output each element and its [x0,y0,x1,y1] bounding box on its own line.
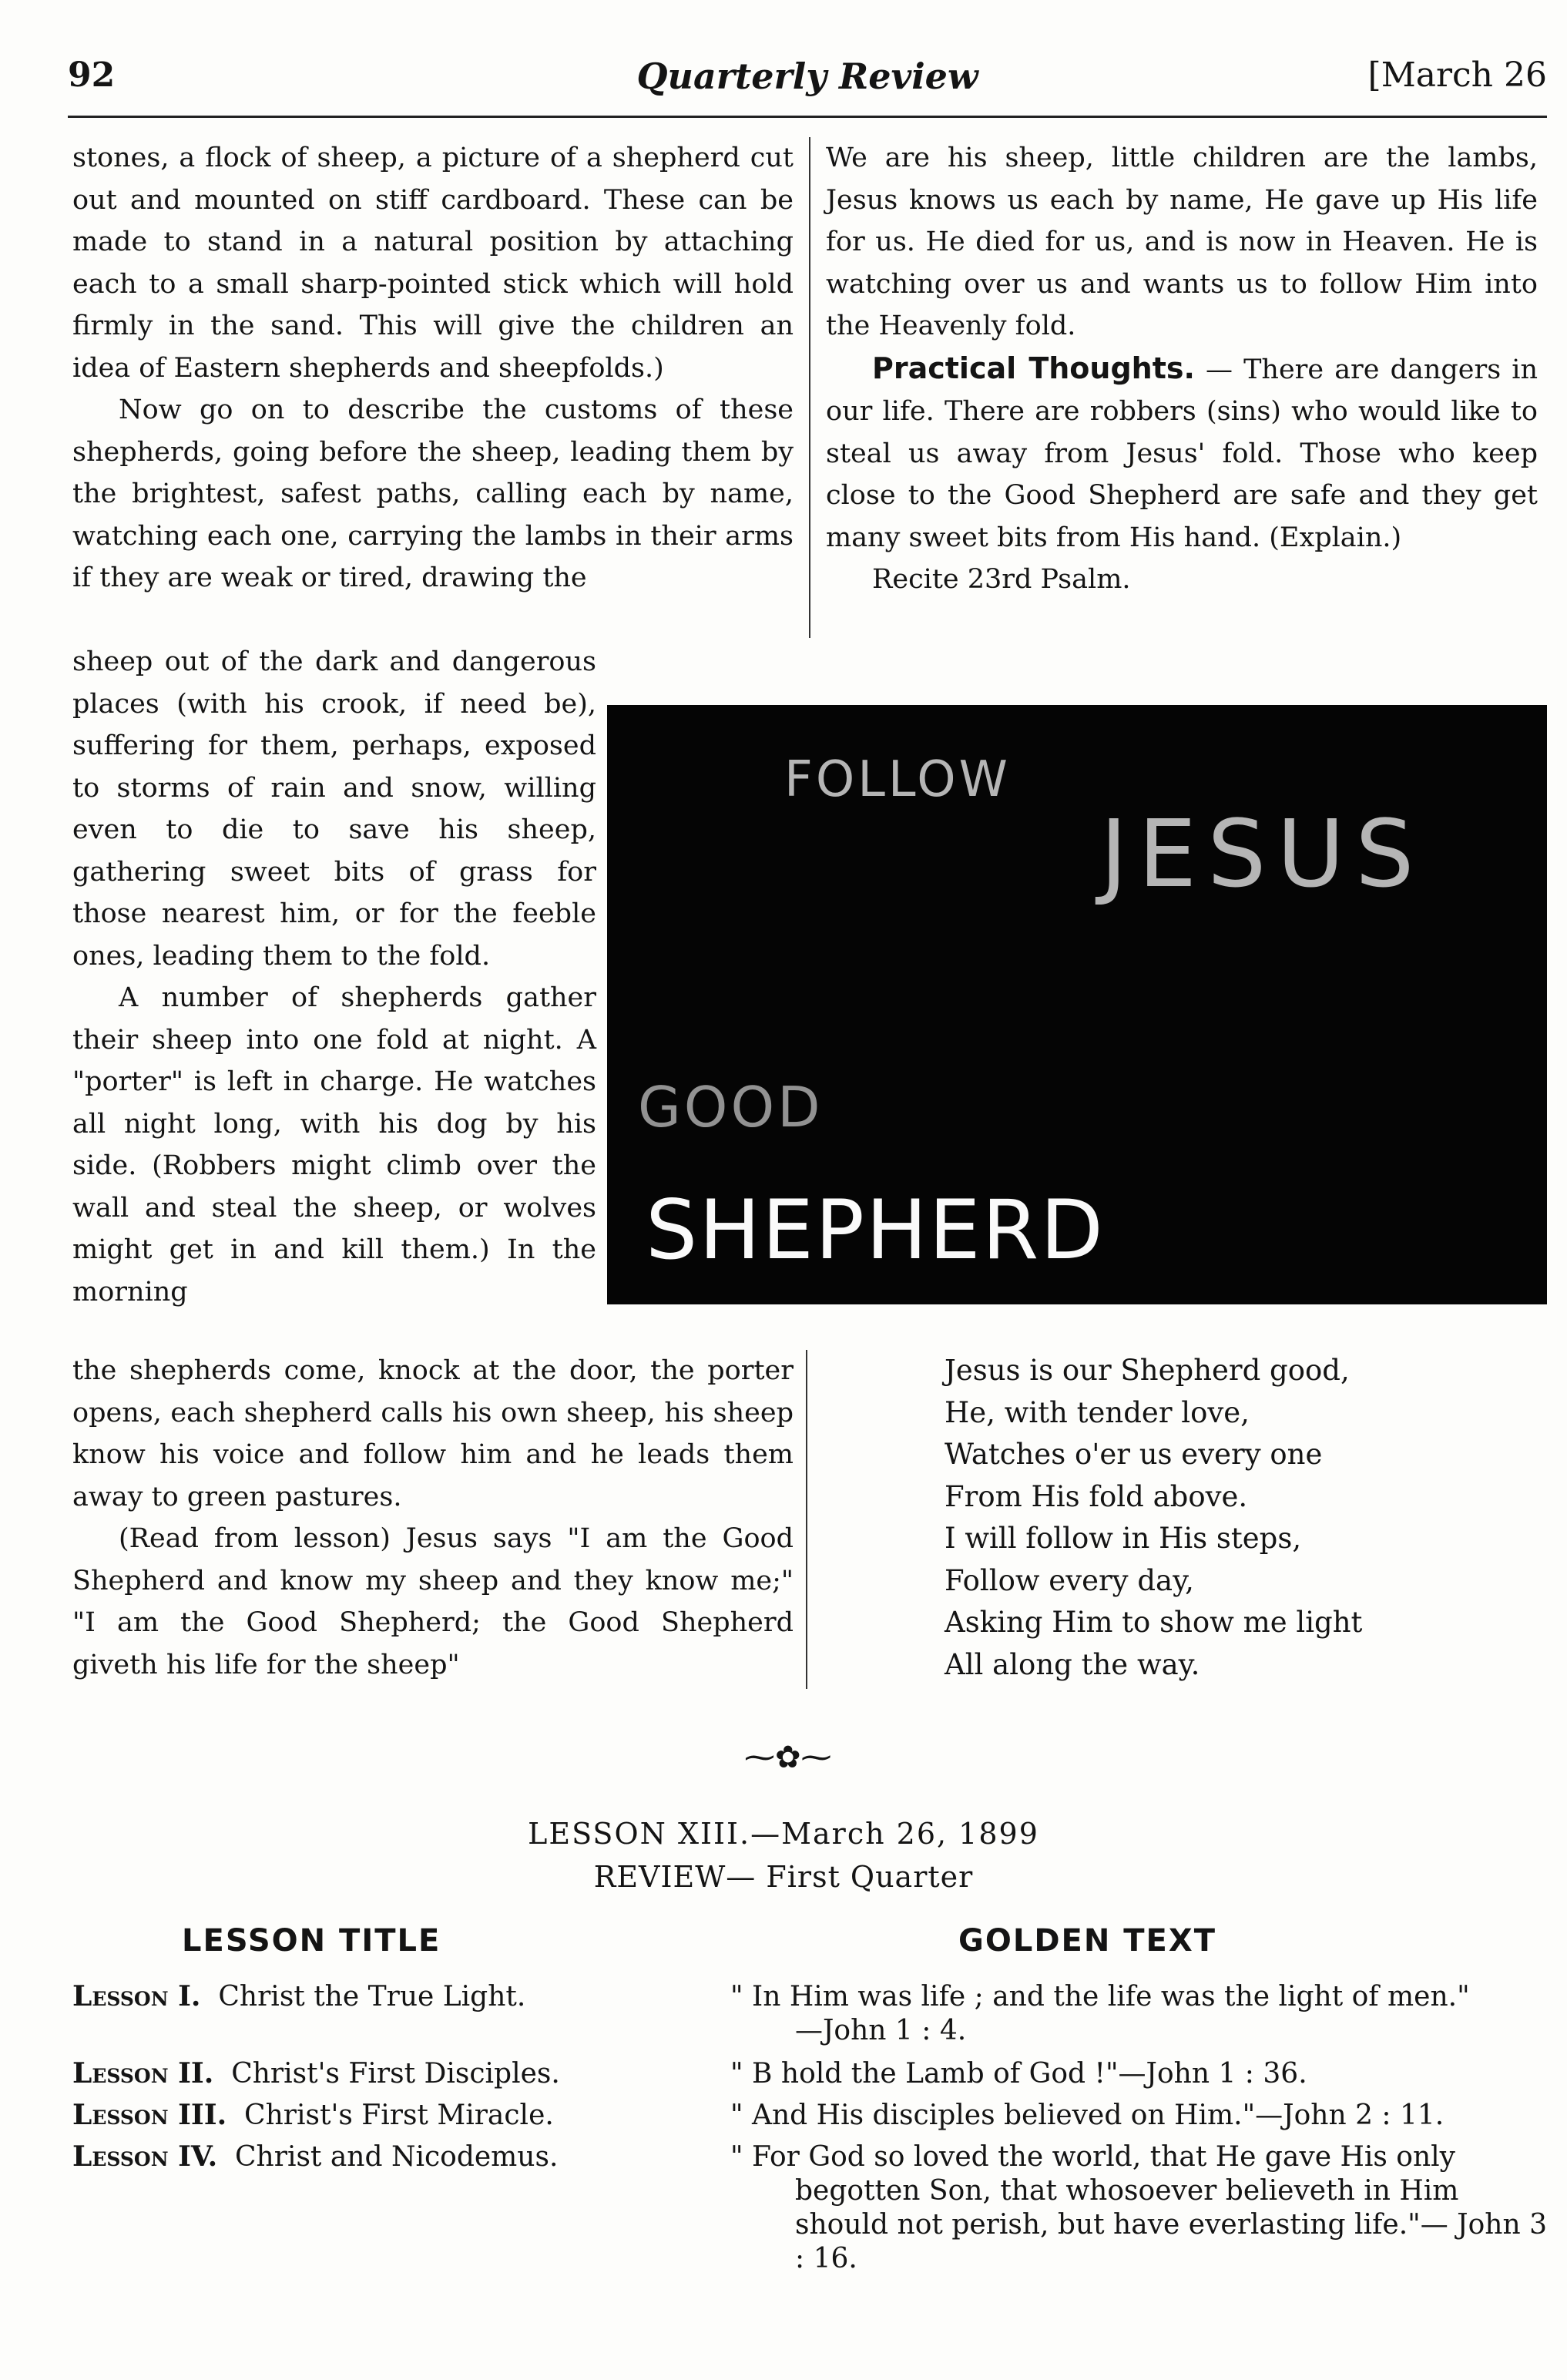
practical-thoughts-heading: Practical Thoughts. [872,351,1195,385]
left-column-bottom [72,1350,794,1686]
lesson-row [72,2099,554,2131]
paragraph: We are his sheep, little children are the lambs, Jesus knows us each by name, He gave up His life for us. He died for us, and is now in Heaven. He is watching over us and wants us to follow Him into the Heavenly fold. [826,143,1538,341]
page-header [68,55,1547,109]
lesson-title-column-header: LESSON TITLE [182,1923,441,1959]
image-word-good: GOOD [638,1075,824,1140]
poem-line: Asking Him to show me light [945,1606,1363,1639]
lesson-name: Christ the True Light. [218,1981,526,2012]
page-number: 92 [68,55,116,95]
golden-text-line: " In Him was life ; and the life was the light of men." [730,1981,1470,2012]
follow-jesus-image [607,705,1547,1304]
lesson-name: Christ's First Miracle. [244,2100,554,2131]
golden-text-column-header: GOLDEN TEXT [958,1923,1216,1959]
practical-thoughts [826,347,1538,559]
golden-text-entry [730,2140,1547,2276]
header-rule [68,116,1547,118]
recite-line: Recite 23rd Psalm. [872,564,1131,595]
poem-line: He, with tender love, [945,1395,1250,1429]
golden-text-ref: begotten Son, that whosoever believeth in Him should not perish, but have everlasting life."— John 3 : 16. [795,2175,1547,2274]
lesson-title: LESSON XIII.—March 26, 1899 [528,1817,1039,1851]
golden-text-entry [730,2057,1547,2091]
golden-text-entry [730,1980,1547,2048]
left-column-narrow [72,641,596,1313]
lesson-name: Christ's First Disciples. [231,2058,560,2090]
poem-line: Follow every day, [945,1563,1194,1597]
golden-text-line: " And His disciples believed on Him."—John 2 : 11. [730,2100,1445,2131]
poem-line: All along the way. [945,1647,1200,1681]
paragraph: Now go on to describe the customs of these shepherds, going before the sheep, leading them by the brightest, safest paths, calling each by name, watching each one, carrying the lambs in their arms if they are weak or tired, drawing the [72,394,794,593]
lesson-name: Christ and Nicodemus. [235,2141,559,2173]
right-column [826,137,1538,601]
ornament: ⁓✿⁓ [744,1740,832,1775]
lesson-row [72,2140,558,2173]
paragraph: A number of shepherds gather their sheep into one fold at night. A "porter" is left in charge. He watches all night long, with his dog by his side. (Robbers might climb over the wall and steal the sheep, or wolves might get in and kill them.) In the morning [72,982,596,1307]
lesson-label: Lesson III. [72,2099,227,2131]
golden-text-line: " B hold the Lamb of God !"—John 1 : 36. [730,2058,1307,2090]
lesson-row [72,2057,560,2090]
running-date: [March 26 [1367,55,1547,95]
paragraph: stones, a flock of sheep, a picture of a shepherd cut out and mounted on stiff cardboard. These can be made to stand in a natural position by attaching each to a small sharp-pointed stick which will hold firmly in the sand. This will give the children an idea of Eastern shepherds and sheepfolds.) [72,143,794,384]
running-title: Quarterly Review [636,55,978,97]
column-divider [806,1350,807,1689]
left-column-top [72,137,794,599]
practical-thoughts-text: — There are dangers in our life. There are robbers (sins) who would like to steal us away from Jesus' fold. Those who keep close to the Good Shepherd are safe and they get many sweet bits from His hand. (Explain.) [826,354,1538,553]
poem-line: I will follow in His steps, [945,1522,1302,1555]
lesson-subtitle: REVIEW— First Quarter [593,1860,974,1894]
golden-text-entry [730,2099,1547,2133]
golden-text-line: " For God so loved the world, that He gave His only [730,2141,1456,2173]
poem [945,1350,1362,1686]
column-divider [809,137,810,638]
paragraph: the shepherds come, knock at the door, the porter opens, each shepherd calls his own sheep, his sheep know his voice and follow him and he leads them away to green pastures. [72,1355,794,1512]
poem-line: Jesus is our Shepherd good, [945,1354,1350,1387]
poem-line: From His fold above. [945,1479,1248,1513]
image-word-follow: FOLLOW [784,751,1011,808]
lesson-label: Lesson II. [72,2057,214,2090]
lesson-label: Lesson IV. [72,2140,218,2173]
image-word-jesus: JESUS [1100,801,1425,908]
poem-line: Watches o'er us every one [945,1438,1323,1471]
paragraph: (Read from lesson) Jesus says "I am the Good Shepherd and know my sheep and they know me;" "I am the Good Shepherd; the Good Shepherd giveth his life for the sheep" [72,1523,794,1680]
golden-text-ref: —John 1 : 4. [795,2015,967,2046]
lesson-row [72,1980,525,2012]
lesson-label: Lesson I. [72,1980,201,2012]
image-word-shepherd: SHEPHERD [646,1183,1105,1277]
paragraph: sheep out of the dark and dangerous places (with his crook, if need be), suffering for them, perhaps, exposed to storms of rain and snow, willing even to die to save his sheep, gathering sweet bits of grass for those nearest him, or for the feeble ones, leading them to the fold. [72,646,596,972]
